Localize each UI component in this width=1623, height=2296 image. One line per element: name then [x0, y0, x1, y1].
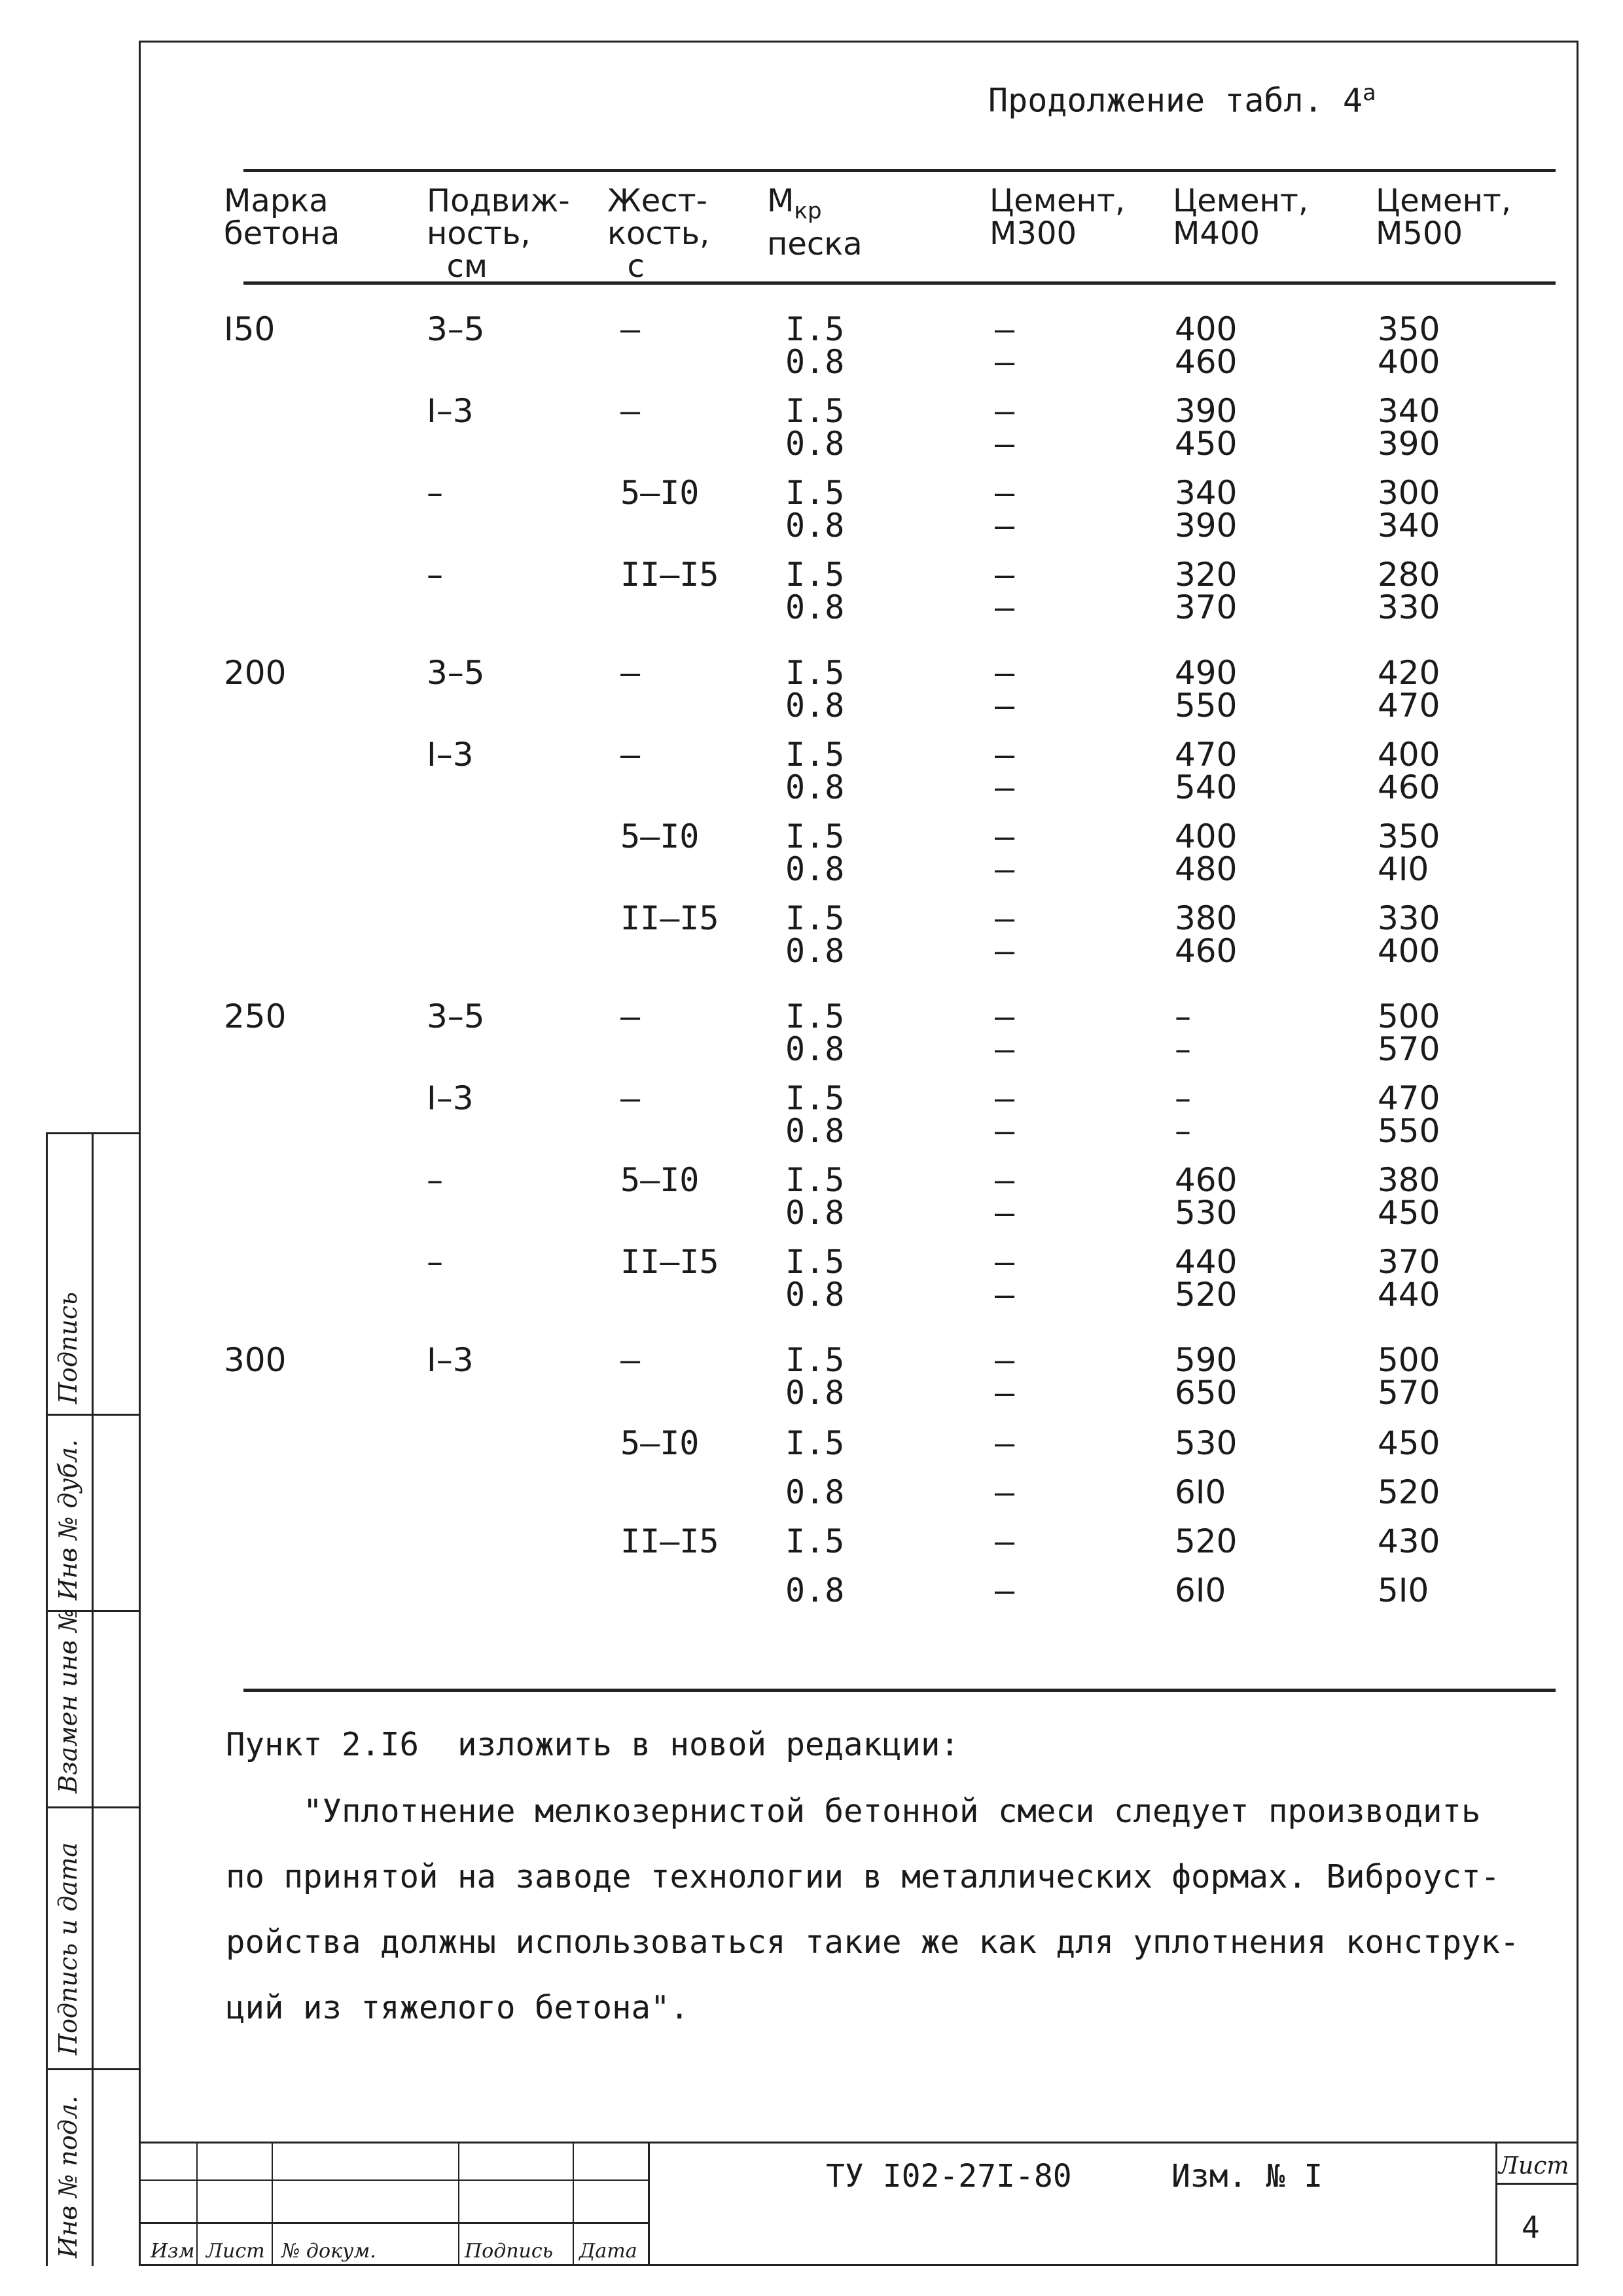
table-cell-grade: I50	[224, 310, 276, 348]
table-cell-stiff: –	[620, 1341, 641, 1379]
table-cell-stiff: –	[620, 1079, 641, 1117]
table-cell-c300: – –	[995, 1079, 1015, 1150]
table-cell-c400: – –	[1175, 997, 1191, 1068]
table-cell-c500: 330 400	[1378, 899, 1440, 970]
table-cell-c300: – –	[995, 817, 1015, 888]
table-cell-stiff: 5–I0	[620, 1424, 700, 1462]
table-cell-m: I.5 0.8	[785, 899, 845, 970]
side-stamp-rule-3	[46, 1806, 141, 1808]
table-cell-mob: 3–5	[427, 997, 485, 1035]
table-cell-stiff: 5–I0	[620, 817, 700, 855]
stamp-col-2	[272, 2142, 273, 2266]
table-cell-c300: –	[995, 1571, 1015, 1609]
table-cell-c400: 340 390	[1175, 474, 1238, 545]
stamp-sheet-divider	[1495, 2142, 1497, 2266]
doc-code: ТУ I02-27I-80	[826, 2158, 1072, 2195]
table-cell-c500: 500 570	[1378, 1341, 1440, 1412]
table-cell-m: I.5 0.8	[785, 654, 845, 725]
stamp-sheet-rule	[1495, 2183, 1578, 2185]
header-mobility: Подвиж- ность, см	[427, 183, 570, 285]
table-cell-mob: I–3	[427, 1079, 474, 1117]
table-cell-stiff: II–I5	[620, 1522, 719, 1560]
table-cell-m: I.5 0.8	[785, 1243, 845, 1314]
table-cell-c300: – –	[995, 997, 1015, 1068]
table-cell-c500: 420 470	[1378, 654, 1440, 725]
stamp-col-3	[458, 2142, 459, 2266]
table-cell-c400: 390 450	[1175, 392, 1238, 463]
table-cell-m: I.5 0.8	[785, 392, 845, 463]
note-line-5: ций из тяжелого бетона".	[226, 1989, 690, 2026]
side-sign-2: Подпись	[54, 1291, 82, 1404]
table-cell-c300: – –	[995, 1341, 1015, 1412]
header-cement-m400: Цемент, М400	[1173, 183, 1309, 252]
table-cell-mob: I–3	[427, 392, 474, 430]
table-cell-stiff: –	[620, 736, 641, 774]
stamp-divider	[648, 2142, 650, 2266]
table-cell-c500: 400 460	[1378, 736, 1440, 806]
note-line-4: ройства должны использоваться такие же как для уплотнения конструк-	[226, 1924, 1520, 1961]
table-cell-c300: – –	[995, 1161, 1015, 1232]
table-cell-c300: – –	[995, 1243, 1015, 1314]
side-inv-dup: Инв № дубл.	[54, 1439, 82, 1600]
stamp-col-sign: Подпись	[465, 2240, 554, 2263]
table-cell-c500: 450	[1378, 1424, 1440, 1462]
table-cell-c400: 400 480	[1175, 817, 1238, 888]
table-cell-c300: –	[995, 1522, 1015, 1560]
table-cell-c400: 380 460	[1175, 899, 1238, 970]
table-cell-c400: 530	[1175, 1424, 1238, 1462]
table-cell-c500: 300 340	[1378, 474, 1440, 545]
table-cell-stiff: –	[620, 654, 641, 692]
table-cell-c500: 350 4I0	[1378, 817, 1440, 888]
table-cell-c500: 340 390	[1378, 392, 1440, 463]
table-cell-c400: 460 530	[1175, 1161, 1238, 1232]
side-replace-inv: Взамен инв №	[54, 1608, 82, 1793]
table-cell-m: I.5 0.8	[785, 474, 845, 545]
table-cell-mob: –	[427, 1243, 443, 1281]
stamp-col-doc: № докум.	[281, 2240, 376, 2263]
table-cell-stiff: 5–I0	[620, 474, 700, 512]
header-mkr: $М_{кр}$ песка	[767, 183, 863, 262]
table-cell-stiff: –	[620, 997, 641, 1035]
table-cell-c300: – –	[995, 392, 1015, 463]
stamp-top-line	[139, 2142, 1578, 2144]
table-cell-m: I.5 0.8	[785, 556, 845, 626]
table-cell-mob: –	[427, 474, 443, 512]
table-cell-stiff: II–I5	[620, 556, 719, 594]
table-cell-stiff: 5–I0	[620, 1161, 700, 1199]
table-cell-m: I.5	[785, 1522, 845, 1560]
note-line-2: "Уплотнение мелкозернистой бетонной смеси следует производить	[226, 1793, 1481, 1830]
table-cell-c300: –	[995, 1473, 1015, 1511]
side-stamp-rule-1	[46, 1414, 141, 1416]
table-cell-c400: 520	[1175, 1522, 1238, 1560]
header-cement-m500: Цемент, М500	[1376, 183, 1512, 252]
table-cell-mob: 3–5	[427, 310, 485, 348]
table-cell-m: I.5 0.8	[785, 310, 845, 381]
stamp-col-4	[573, 2142, 574, 2266]
table-cell-c500: 5I0	[1378, 1571, 1429, 1609]
table-cell-c500: 280 330	[1378, 556, 1440, 626]
table-cell-m: I.5 0.8	[785, 1341, 845, 1412]
stamp-col-list: Лист	[206, 2240, 265, 2263]
side-stamp-top	[46, 1132, 141, 1134]
table-cell-c400: 6I0	[1175, 1473, 1226, 1511]
table-cell-c400: 320 370	[1175, 556, 1238, 626]
table-cell-stiff: –	[620, 310, 641, 348]
side-inv-orig: Инв № подл.	[54, 2095, 82, 2258]
table-cell-mob: –	[427, 1161, 443, 1199]
table-bottom-rule	[243, 1689, 1556, 1692]
table-cell-m: I.5 0.8	[785, 997, 845, 1068]
table-cell-c300: – –	[995, 654, 1015, 725]
stamp-col-1	[196, 2142, 198, 2266]
table-cell-m: 0.8	[785, 1473, 845, 1511]
table-cell-stiff: –	[620, 392, 641, 430]
table-cell-m: I.5 0.8	[785, 736, 845, 806]
table-cell-c500: 350 400	[1378, 310, 1440, 381]
table-cell-c400: 470 540	[1175, 736, 1238, 806]
table-cell-grade: 250	[224, 997, 287, 1035]
side-stamp-mid	[92, 1132, 94, 2266]
table-cell-c500: 370 440	[1378, 1243, 1440, 1314]
table-cell-mob: 3–5	[427, 654, 485, 692]
table-cell-c300: –	[995, 1424, 1015, 1462]
table-caption: Продолжение табл. $4^а$	[988, 80, 1376, 120]
table-top-rule	[243, 169, 1556, 172]
table-cell-m: I.5 0.8	[785, 1079, 845, 1150]
table-cell-c400: 400 460	[1175, 310, 1238, 381]
note-line-3: по принятой на заводе технологии в металлических формах. Виброуст-	[226, 1858, 1501, 1895]
header-stiffness: Жест- кость, с	[607, 183, 710, 285]
table-cell-c300: – –	[995, 556, 1015, 626]
table-cell-c400: – –	[1175, 1079, 1191, 1150]
sheet-label: Лист	[1499, 2153, 1569, 2179]
doc-change: Изм. № I	[1171, 2158, 1323, 2195]
table-cell-c500: 520	[1378, 1473, 1440, 1511]
stamp-col-date: Дата	[579, 2240, 637, 2263]
stamp-row-1	[139, 2179, 648, 2181]
note-line-1: Пункт 2.I6 изложить в новой редакции:	[226, 1726, 960, 1763]
table-cell-m: I.5	[785, 1424, 845, 1462]
sheet-number: 4	[1522, 2210, 1540, 2245]
table-cell-mob: –	[427, 556, 443, 594]
table-cell-c400: 6I0	[1175, 1571, 1226, 1609]
table-cell-c300: – –	[995, 899, 1015, 970]
table-cell-c300: – –	[995, 474, 1015, 545]
table-cell-c300: – –	[995, 310, 1015, 381]
table-cell-mob: I–3	[427, 1341, 474, 1379]
stamp-col-izm: Изм	[151, 2240, 195, 2263]
table-cell-c500: 430	[1378, 1522, 1440, 1560]
table-cell-stiff: II–I5	[620, 1243, 719, 1281]
table-cell-c500: 470 550	[1378, 1079, 1440, 1150]
table-cell-m: I.5 0.8	[785, 817, 845, 888]
table-cell-m: I.5 0.8	[785, 1161, 845, 1232]
table-cell-c500: 380 450	[1378, 1161, 1440, 1232]
header-cement-m300: Цемент, М300	[990, 183, 1126, 252]
table-cell-c400: 440 520	[1175, 1243, 1238, 1314]
side-stamp-rule-4	[46, 2068, 141, 2070]
table-cell-c300: – –	[995, 736, 1015, 806]
table-cell-m: 0.8	[785, 1571, 845, 1609]
table-cell-c400: 490 550	[1175, 654, 1238, 725]
side-stamp-left	[46, 1132, 48, 2266]
table-cell-c500: 500 570	[1378, 997, 1440, 1068]
table-cell-c400: 590 650	[1175, 1341, 1238, 1412]
side-sign-date: Подпись и дата	[54, 1842, 82, 2055]
table-cell-grade: 300	[224, 1341, 287, 1379]
table-cell-mob: I–3	[427, 736, 474, 774]
stamp-row-2	[139, 2222, 648, 2224]
header-grade: Марка бетона	[224, 183, 340, 252]
table-cell-stiff: II–I5	[620, 899, 719, 937]
table-cell-grade: 200	[224, 654, 287, 692]
